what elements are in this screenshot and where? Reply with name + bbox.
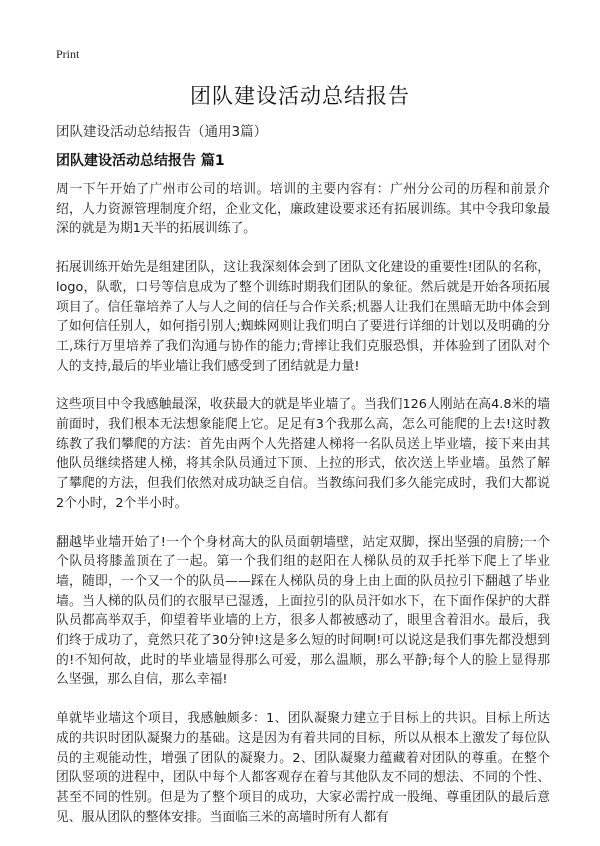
paragraph: 这些项目中令我感触最深，收获最大的就是毕业墙了。当我们126人刚站在高4.8米的墙前面时，我们根本无法想象能爬上它。足足有3个我那么高，怎么可能爬的上去!这时教练教了我们攀爬的方法：首先由两个人先搭建人梯将一名队员送上毕业墙，接下来由其他队员继续搭建人梯，将其余队员通过下顶、上拉的形式，依次送上毕业墙。虽然了解了攀爬的方法，但我们依然对成功缺乏自信。当教练问我们多久能完成时，我们大都说2个小时，2个半小时。	[56, 397, 550, 511]
paragraph: 拓展训练开始先是组建团队，这让我深刻体会到了团队文化建设的重要性!团队的名称，logo，队歌，口号等信息成为了整个训练时期我们团队的象征。然后就是开始各项拓展项目了。信任靠培养了人与人之间的信任与合作关系;机器人让我们在黑暗无助中体会到了如何信任别人，如何指引别人;蜘蛛网则让我们明白了要进行详细的计划以及明确的分工,珠行万里培养了我们沟通与协作的能力;背摔让我们克服恐惧，并体验到了团队对个人的支持,最后的毕业墙让我们感受到了团结就是力量!	[56, 260, 550, 374]
print-link[interactable]: Print	[56, 47, 80, 61]
section-heading: 团队建设活动总结报告 篇1	[56, 153, 225, 169]
article-body	[56, 180, 550, 846]
page-title: 团队建设活动总结报告	[190, 84, 410, 108]
paragraph: 翻越毕业墙开始了!一个个身材高大的队员面朝墙壁，站定双脚，探出坚强的肩膀;一个个队员将膝盖顶在了一起。第一个我们组的赵阳在人梯队员的双手托举下爬上了毕业墙，随即，一个又一个的队员——踩在人梯队员的身上由上面的队员拉引下翻越了毕业墙。当人梯的队员们的衣服早已湿透，上面拉引的队员汗如水下，在下面作保护的大群队员都高举双手，仰望着毕业墙的上方，很多人都被感动了，眼里含着泪水。最后，我们终于成功了，竟然只花了30分钟!这是多么短的时间啊!可以说这是我们事先都没想到的!不知何故，此时的毕业墙显得那么可爱，那么温顺，那么平静;每个人的脸上显得那么坚强，那么自信，那么幸福!	[56, 534, 550, 688]
document-subtitle: 团队建设活动总结报告（通用3篇）	[56, 124, 268, 140]
paragraph: 单就毕业墙这个项目，我感触颇多：1、团队凝聚力建立于目标上的共识。目标上所达成的共识时团队凝聚力的基础。这是因为有着共同的目标，所以从根本上激发了每位队员的主观能动性，增强了团队的凝聚力。2、团队凝聚力蕴藏着对团队的尊重。在整个团队竖项的进程中，团队中每个人都客观存在着与其他队友不同的想法、不同的个性、甚至不同的性别。但是为了整个项目的成功，大家必需拧成一股绳、尊重团队的最后意见、服从团队的整体安排。当面临三米的高墙时所有人都有	[56, 711, 550, 825]
paragraph: 周一下午开始了广州市公司的培训。培训的主要内容有：广州分公司的历程和前景介绍，人力资源管理制度介绍，企业文化，廉政建设要求还有拓展训练。其中令我印象最深的就是为期1天半的拓展训练了。	[56, 182, 550, 237]
